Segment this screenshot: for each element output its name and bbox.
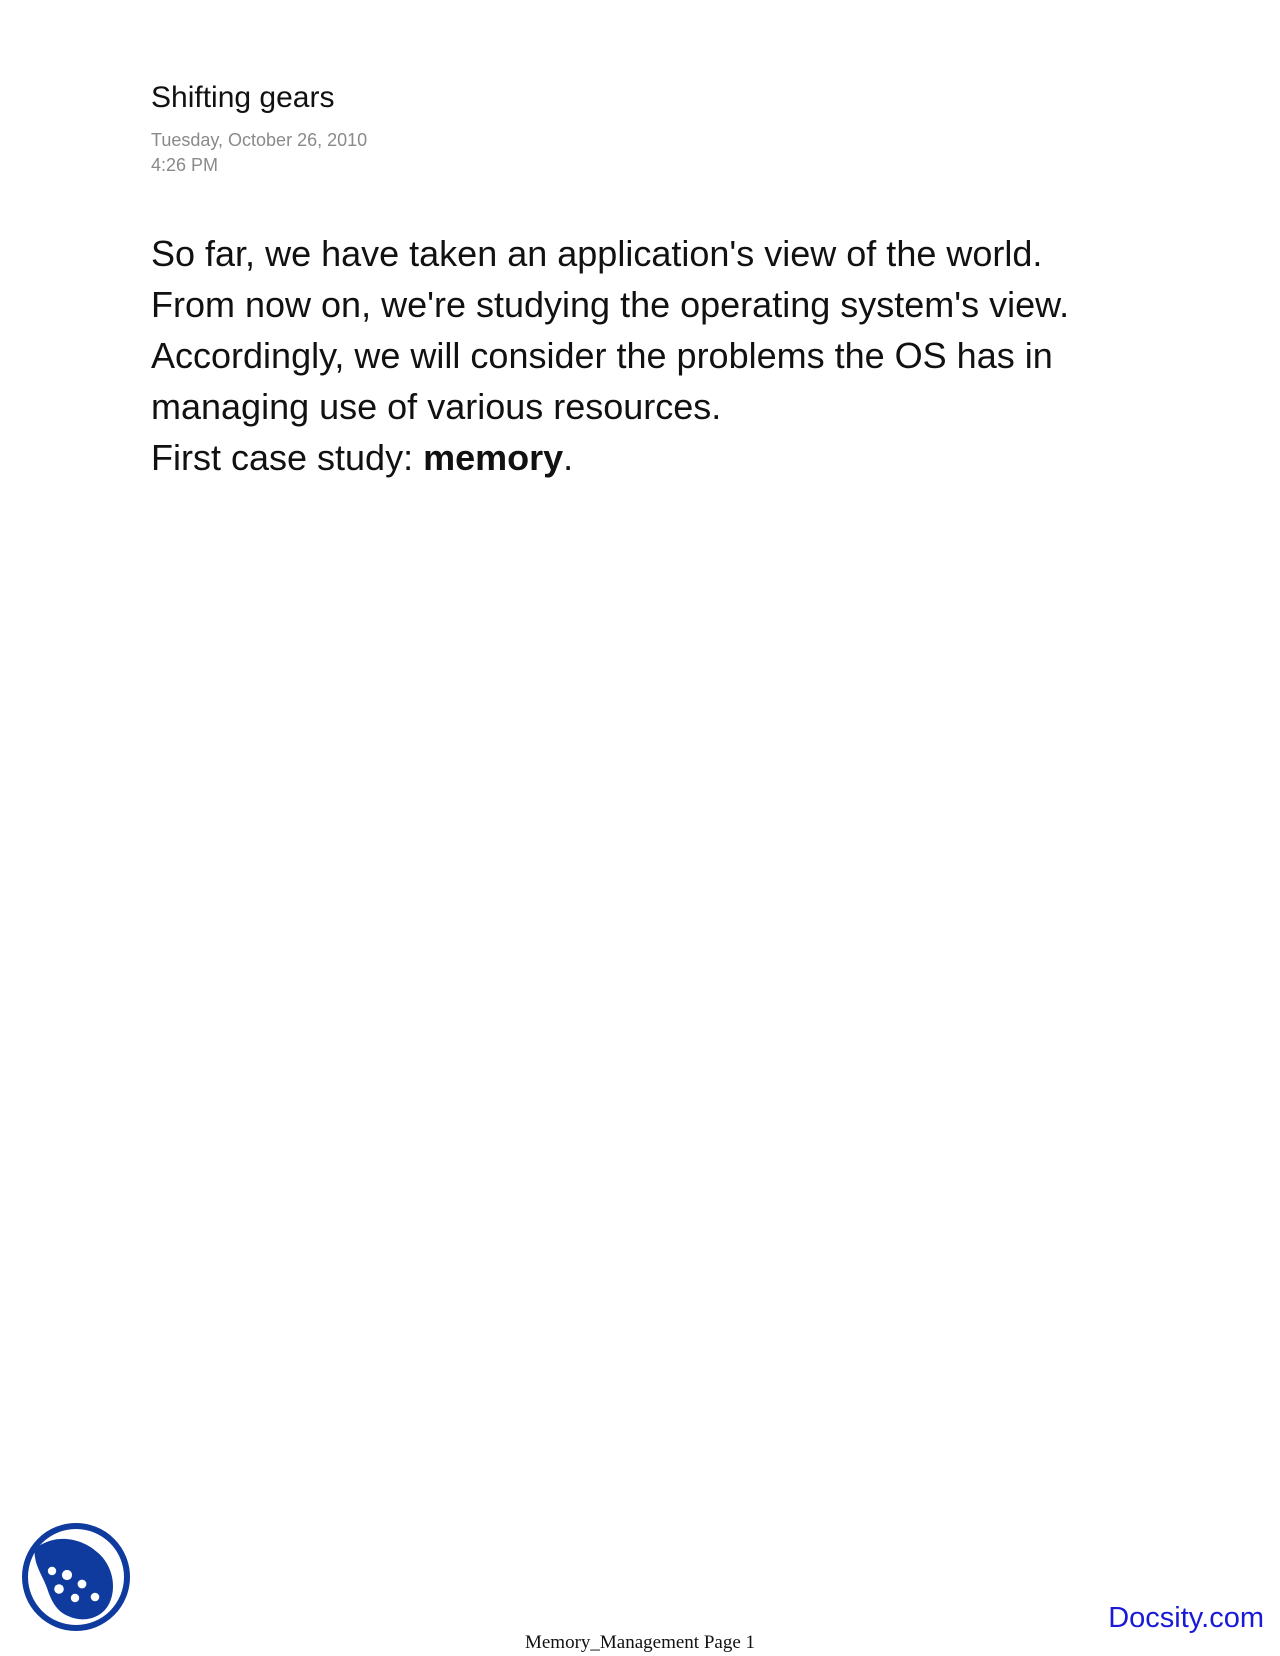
body-line: So far, we have taken an application's view of the world. (151, 233, 1043, 274)
docsity-logo-icon (21, 1522, 131, 1632)
page-date: Tuesday, October 26, 2010 (151, 130, 368, 150)
page-time: 4:26 PM (151, 155, 219, 175)
body-line: From now on, we're studying the operating system's view. (151, 284, 1070, 325)
body-line-case-study (151, 432, 1191, 483)
page-footer: Memory_Management Page 1 (524, 1632, 756, 1653)
case-study-prefix: First case study: (151, 437, 424, 478)
page-title: Shifting gears (151, 81, 335, 114)
docsity-brand-text: Docsity.com (1108, 1602, 1264, 1634)
case-study-keyword: memory (423, 437, 564, 478)
body-line: managing use of various resources. (151, 386, 722, 427)
body-line: Accordingly, we will consider the problems the OS has in (151, 335, 1053, 376)
body-text (151, 228, 1191, 483)
case-study-suffix: . (563, 437, 574, 478)
